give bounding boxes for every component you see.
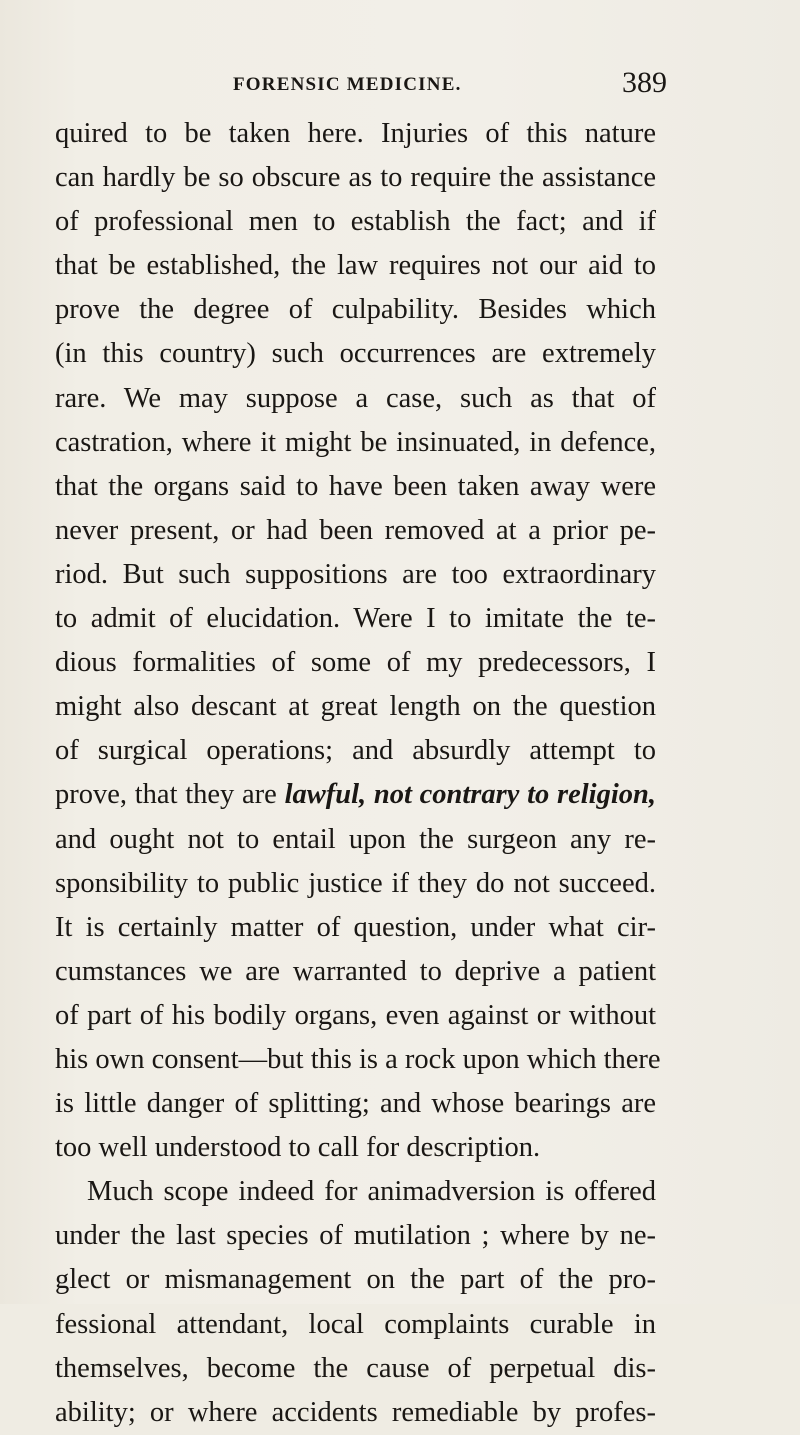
italic-phrase: lawful, not contrary to religion, [284, 779, 656, 811]
paragraph-end-line: too well understood to call for description. [55, 1132, 541, 1164]
page-header [55, 66, 675, 112]
text-line: can hardly be so obscure as to require the assistance [55, 162, 656, 194]
text-line: and ought not to entail upon the surgeon any re- [55, 823, 656, 855]
text-line: prove the degree of culpability. Besides which [55, 294, 656, 326]
text-line: glect or mismanagement on the part of the pro- [55, 1264, 656, 1296]
text-line: It is certainly matter of question, under what cir- [55, 911, 656, 943]
running-title: FORENSIC MEDICINE. [233, 74, 462, 95]
text-line: to admit of elucidation. Were I to imitate the te- [55, 603, 656, 635]
page-number: 389 [622, 66, 667, 99]
text-line: sponsibility to public justice if they do not succeed. [55, 867, 656, 899]
text-line: riod. But such suppositions are too extraordinary [55, 558, 656, 590]
text-line: dious formalities of some of my predecessors, I [55, 647, 656, 679]
text-line: might also descant at great length on the question [55, 691, 656, 723]
text-line: cumstances we are warranted to deprive a patient [55, 955, 656, 987]
body-text [55, 112, 661, 1435]
text-line: rare. We may suppose a case, such as that of [55, 382, 656, 414]
text-line: of surgical operations; and absurdly attempt to [55, 735, 656, 767]
text-line: (in this country) such occurrences are extremely [55, 338, 656, 370]
text-line: themselves, become the cause of perpetual dis- [55, 1352, 656, 1384]
paragraph-start-line: Much scope indeed for animadversion is offered [87, 1176, 656, 1208]
text-line: castration, where it might be insinuated, in defence, [55, 426, 656, 458]
text-line: under the last species of mutilation ; where by ne- [55, 1220, 656, 1252]
text-line: of professional men to establish the fact; and if [55, 206, 656, 238]
text-line: never present, or had been removed at a prior pe- [55, 514, 656, 546]
text-line: ability; or where accidents remediable by profes- [55, 1396, 656, 1428]
text-line: his own consent—but this is a rock upon which there [55, 1043, 661, 1075]
text-line: fessional attendant, local complaints curable in [55, 1308, 656, 1340]
text-line: quired to be taken here. Injuries of this nature [55, 118, 656, 149]
line-text-roman: prove, that they are [55, 779, 285, 811]
text-line: is little danger of splitting; and whose bearings are [55, 1088, 656, 1120]
text-line-with-italic [55, 773, 656, 817]
text-line: that the organs said to have been taken away were [55, 470, 656, 502]
text-line: of part of his bodily organs, even against or without [55, 999, 656, 1031]
text-line: that be established, the law requires not our aid to [55, 250, 656, 282]
